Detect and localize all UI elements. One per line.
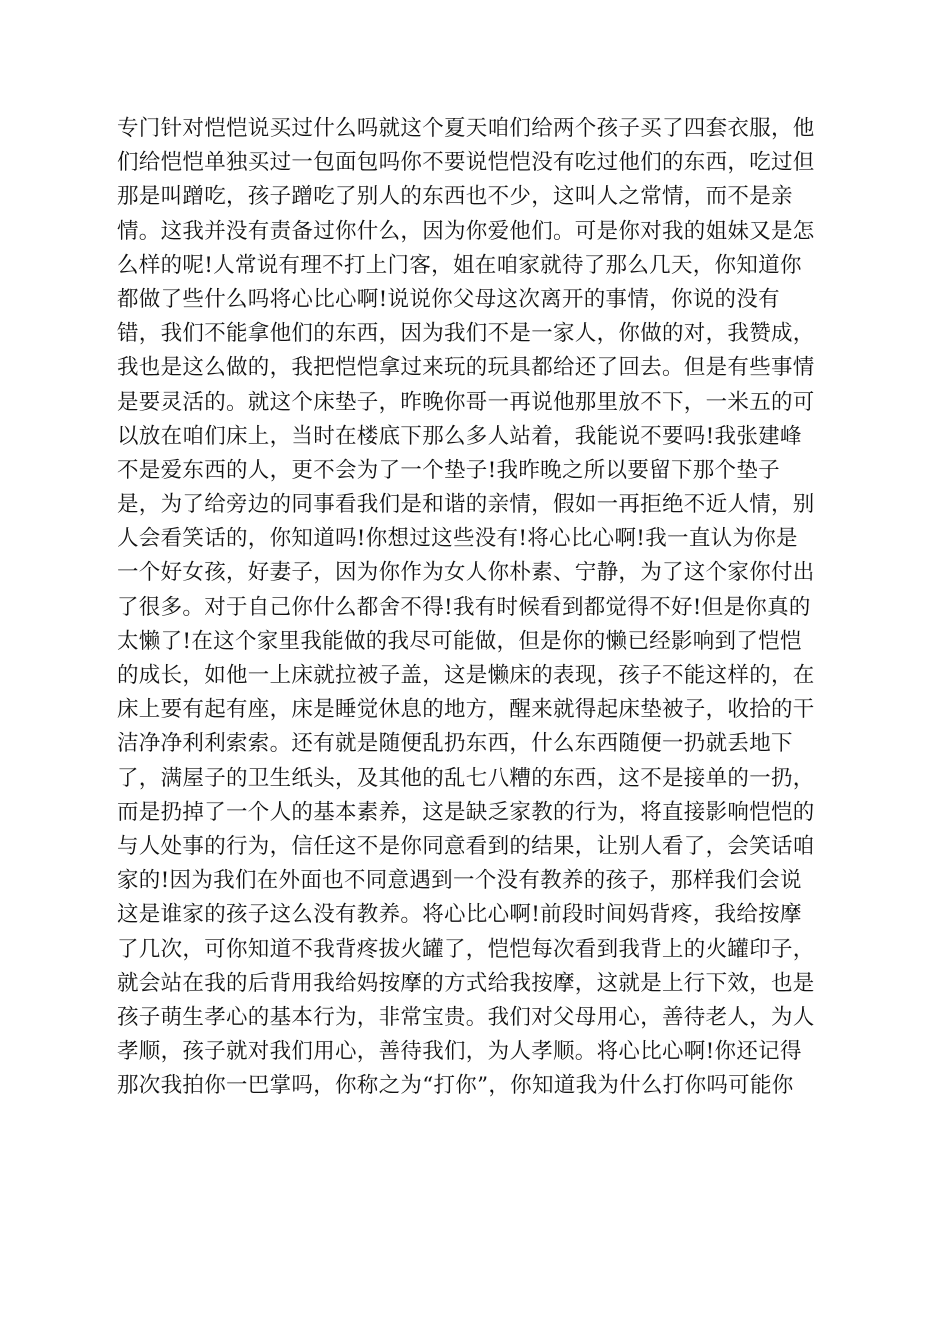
- text-line: 孝顺，孩子就对我们用心，善待我们，为人孝顺。将心比心啊!你还记得: [117, 1039, 802, 1065]
- text-line: 太懒了!在这个家里我能做的我尽可能做，但是你的懒已经影响到了恺恺: [117, 628, 802, 654]
- text-line: 那是叫蹭吃，孩子蹭吃了别人的东西也不少，这叫人之常情，而不是亲: [117, 184, 793, 210]
- text-line: 的成长，如他一上床就拉被子盖，这是懒床的表现，孩子不能这样的，在: [117, 663, 815, 688]
- text-line: 了几次，可你知道不我背疼拔火罐了，恺恺每次看到我背上的火罐印子，: [117, 936, 815, 962]
- text-line: 就会站在我的后背用我给妈按摩的方式给我按摩，这就是上行下效，也是: [117, 970, 815, 996]
- text-line: 们给恺恺单独买过一包面包吗你不要说恺恺没有吃过他们的东西，吃过但: [117, 150, 815, 176]
- text-line: 家的!因为我们在外面也不同意遇到一个没有教养的孩子，那样我们会说: [117, 868, 802, 894]
- text-line: 以放在咱们床上，当时在楼底下那么多人站着，我能说不要吗!我张建峰: [117, 423, 802, 449]
- text-line: 是，为了给旁边的同事看我们是和谐的亲情，假如一再拒绝不近人情，别: [117, 492, 815, 518]
- text-line: 情。这我并没有责备过你什么，因为你爱他们。可是你对我的姐妹又是怎: [117, 218, 815, 244]
- text-line: 专门针对恺恺说买过什么吗就这个夏天咱们给两个孩子买了四套衣服，他: [117, 116, 815, 141]
- text-line: 洁净净利利索索。还有就是随便乱扔东西，什么东西随便一扔就丢地下: [117, 731, 793, 757]
- text-line: 孩子萌生孝心的基本行为，非常宝贵。我们对父母用心，善待老人，为人: [117, 1004, 815, 1030]
- text-line: 一个好女孩，好妻子，因为你作为女人你朴素、宁静，为了这个家你付出: [117, 560, 815, 586]
- text-line: 不是爱东西的人，更不会为了一个垫子!我昨晚之所以要留下那个垫子: [117, 457, 780, 483]
- text-line: 与人处事的行为，信任这不是你同意看到的结果，让别人看了，会笑话咱: [117, 833, 815, 859]
- text-line: 人会看笑话的，你知道吗!你想过这些没有!将心比心啊!我一直认为你是: [117, 526, 798, 552]
- text-line: 床上要有起有座，床是睡觉休息的地方，醒来就得起床垫被子，收拾的干: [117, 697, 815, 723]
- text-line: 么样的呢!人常说有理不打上门客，姐在咱家就待了那么几天，你知道你: [117, 252, 802, 278]
- text-line: 错，我们不能拿他们的东西，因为我们不是一家人，你做的对，我赞成，: [117, 321, 815, 347]
- text-line: 了，满屋子的卫生纸头，及其他的乱七八糟的东西，这不是接单的一扔，: [117, 765, 815, 791]
- text-line: 了很多。对于自己你什么都舍不得!我有时候看到都觉得不好!但是你真的: [117, 594, 811, 620]
- text-line: 这是谁家的孩子这么没有教养。将心比心啊!前段时间妈背疼，我给按摩: [117, 902, 802, 928]
- text-line: 那次我拍你一巴掌吗，你称之为“打你”，你知道我为什么打你吗可能你: [117, 1073, 794, 1099]
- body-text: [117, 112, 837, 1103]
- text-line: 都做了些什么吗将心比心啊!说说你父母这次离开的事情，你说的没有: [117, 286, 780, 312]
- text-line: 我也是这么做的，我把恺恺拿过来玩的玩具都给还了回去。但是有些事情: [117, 355, 815, 381]
- text-line: 是要灵活的。就这个床垫子，昨晚你哥一再说他那里放不下，一米五的可: [117, 389, 815, 415]
- text-line: 而是扔掉了一个人的基本素养，这是缺乏家教的行为，将直接影响恺恺的: [117, 799, 815, 825]
